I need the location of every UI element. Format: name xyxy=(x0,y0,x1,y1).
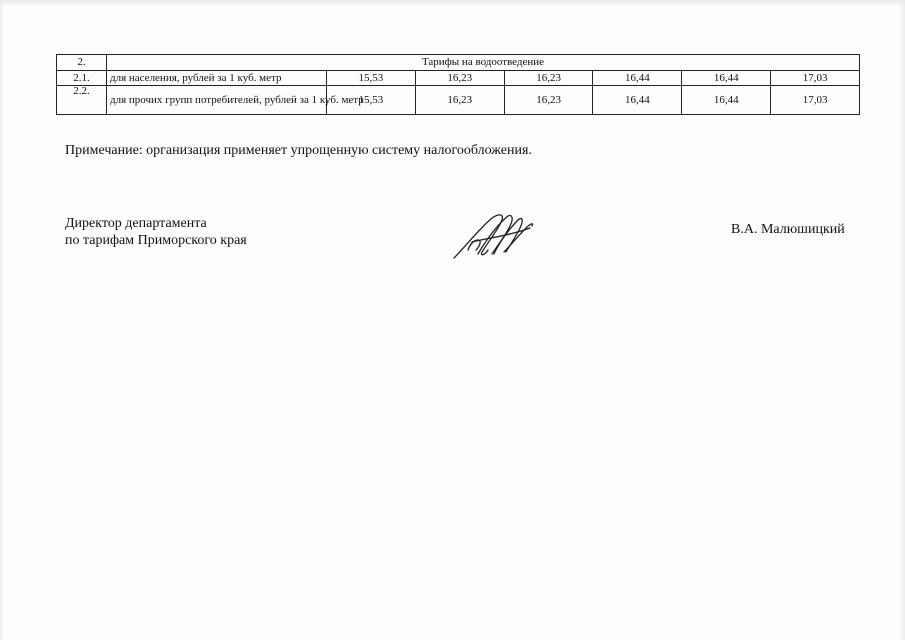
scan-edge-top xyxy=(0,0,905,6)
row-value: 16,44 xyxy=(682,71,771,86)
table-row xyxy=(57,71,860,86)
row-name: для прочих групп потребителей, рублей за 1 куб. метр xyxy=(107,86,327,115)
table-section-row xyxy=(57,55,860,71)
row-name: для населения, рублей за 1 куб. метр xyxy=(107,71,327,86)
scan-edge-right xyxy=(899,0,905,640)
tariff-table xyxy=(56,54,860,115)
row-number: 2.1. xyxy=(57,71,107,86)
signatory-title-line1: Директор департамента xyxy=(65,216,207,231)
row-value: 16,44 xyxy=(682,86,771,115)
signatory-title xyxy=(65,215,247,249)
row-value: 16,23 xyxy=(504,71,593,86)
section-title: Тарифы на водоотведение xyxy=(107,55,860,71)
signatory-title-line2: по тарифам Приморского края xyxy=(65,233,247,248)
section-number: 2. xyxy=(57,55,107,71)
row-value: 16,23 xyxy=(415,71,504,86)
signatory-name: В.А. Малюшицкий xyxy=(731,222,845,237)
row-value: 15,53 xyxy=(327,86,416,115)
row-value: 16,44 xyxy=(593,86,682,115)
table-row xyxy=(57,86,860,115)
scan-edge-left xyxy=(0,0,4,640)
row-number: 2.2. xyxy=(57,86,107,115)
row-value: 16,23 xyxy=(415,86,504,115)
row-value: 17,03 xyxy=(771,71,860,86)
note-text: Примечание: организация применяет упрощенную систему налогообложения. xyxy=(65,143,532,158)
handwritten-signature xyxy=(448,206,538,266)
row-value: 17,03 xyxy=(771,86,860,115)
row-value: 16,44 xyxy=(593,71,682,86)
row-value: 15,53 xyxy=(327,71,416,86)
row-value: 16,23 xyxy=(504,86,593,115)
